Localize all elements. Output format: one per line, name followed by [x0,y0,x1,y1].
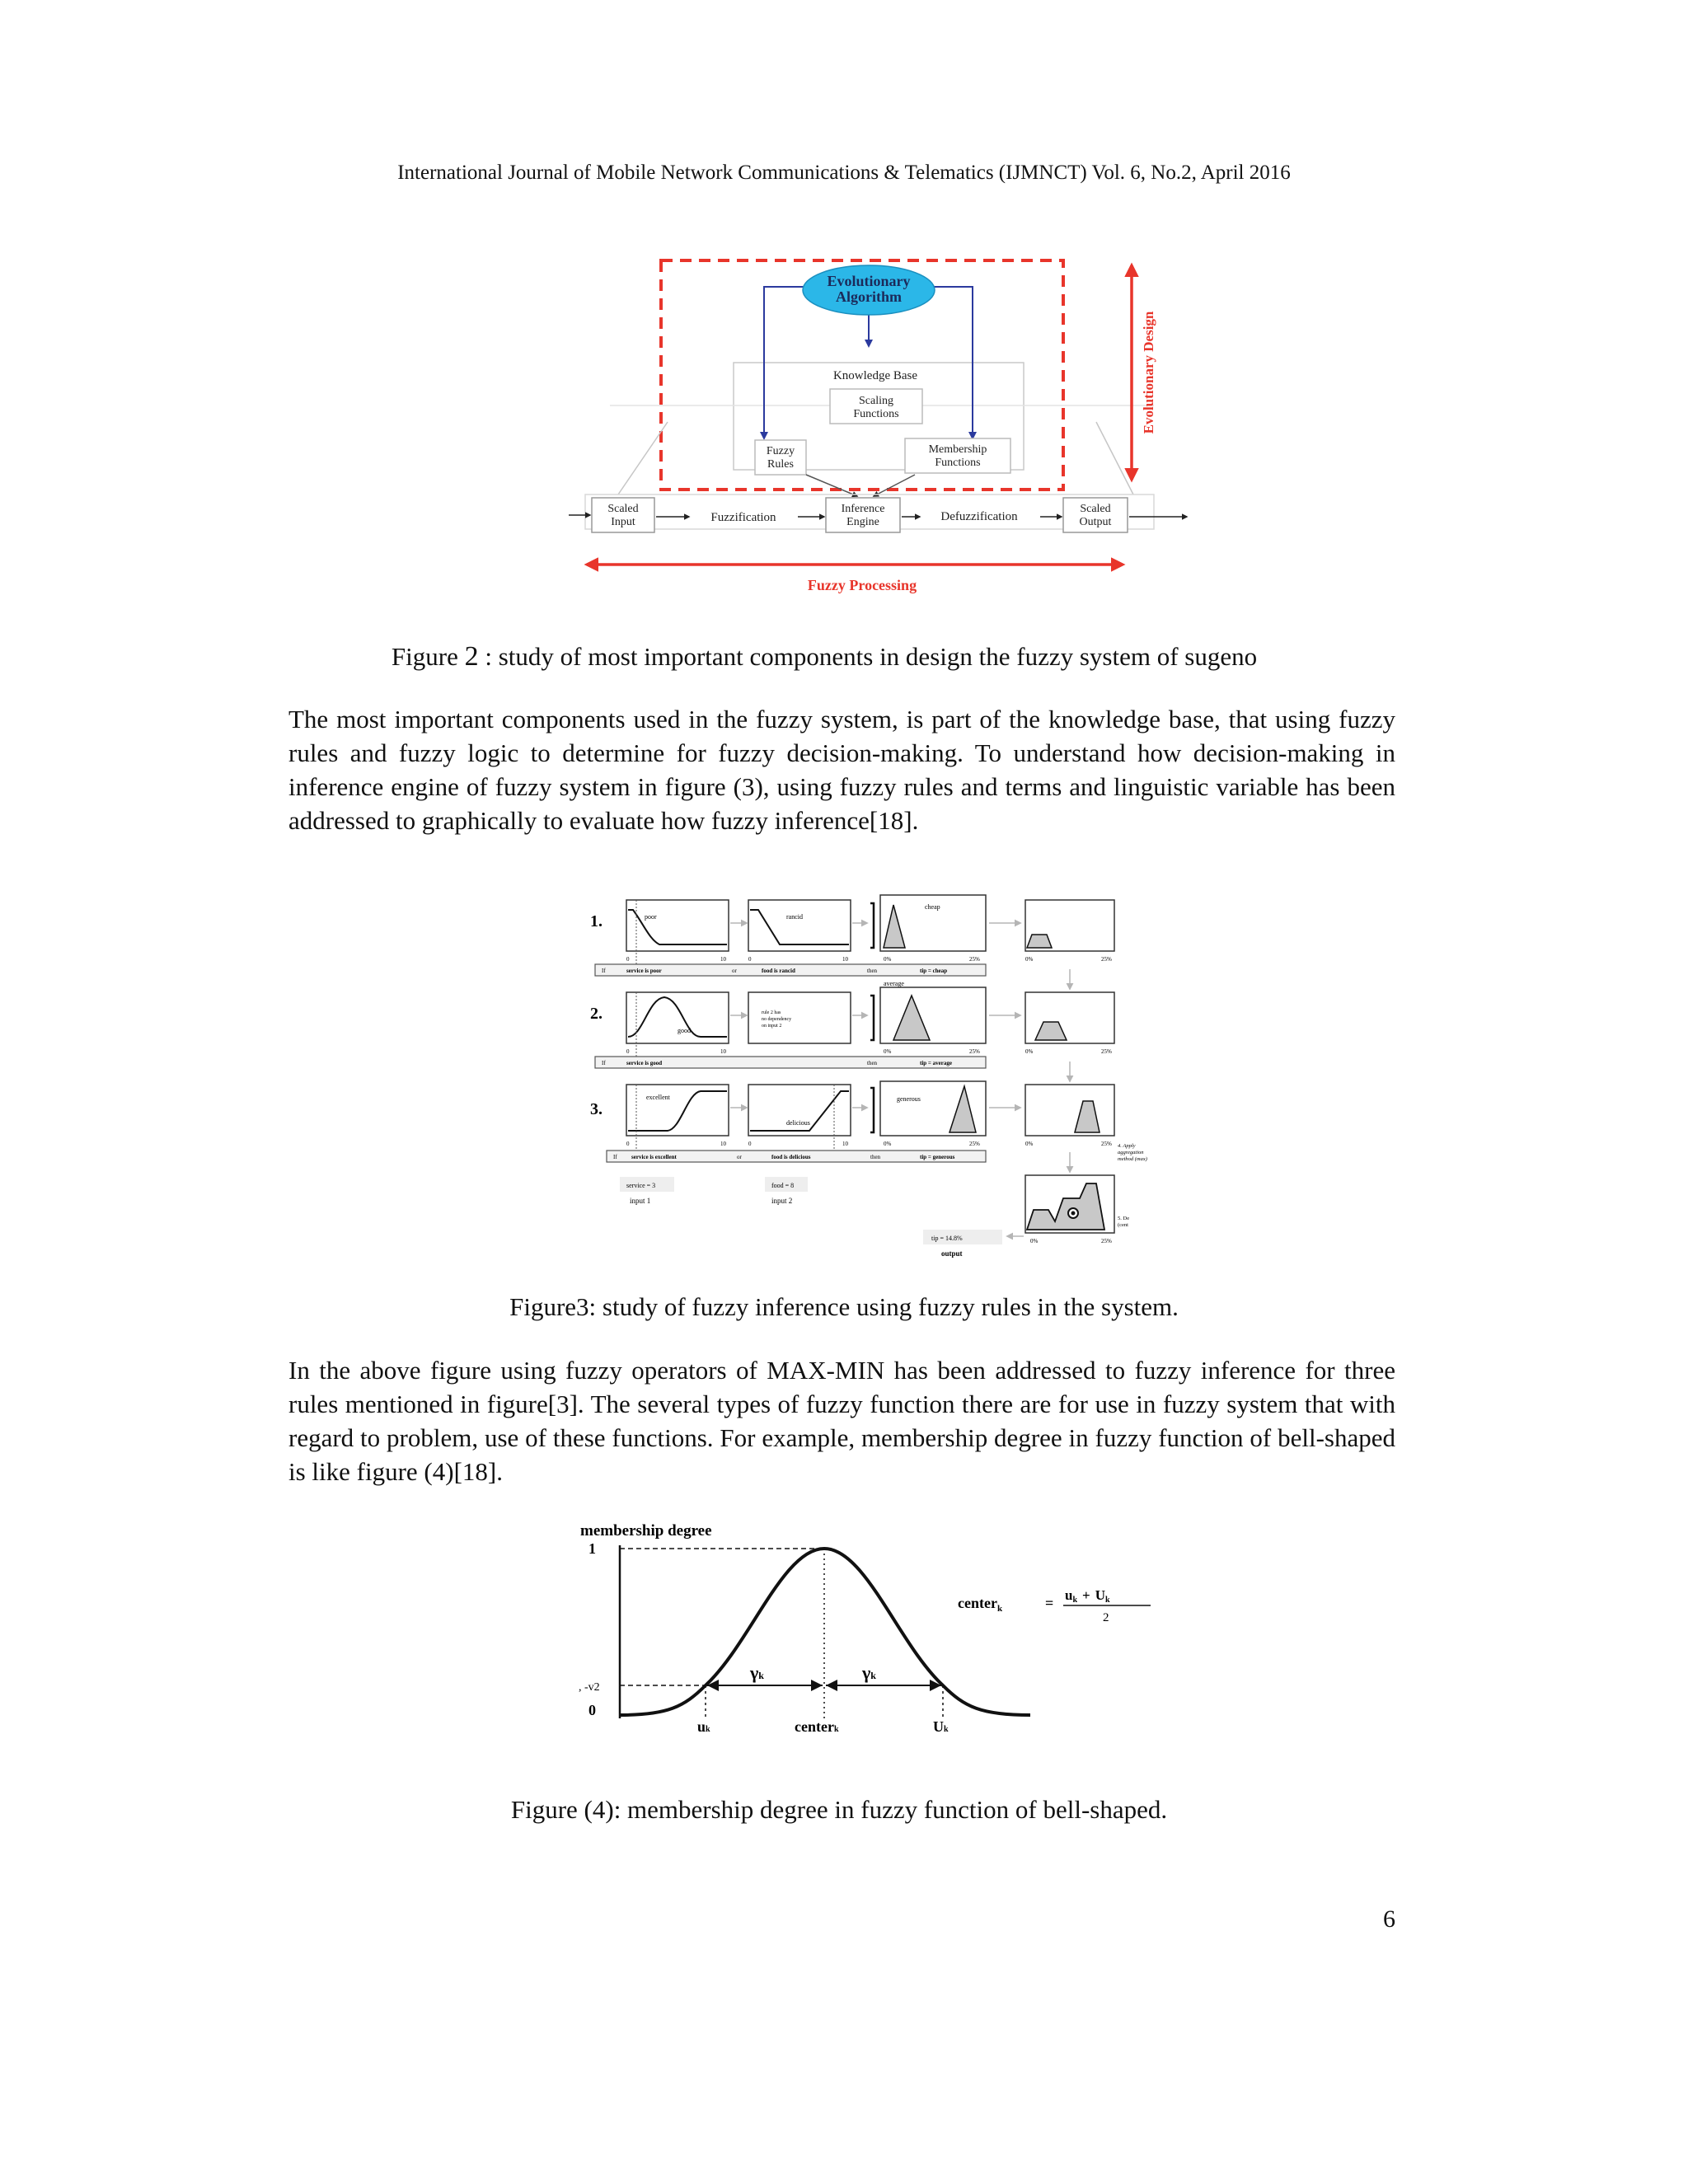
page-number: 6 [1383,1905,1395,1933]
fuzzy-rules-label-2: Rules [767,458,794,471]
defuzz-step-1: 5. De [1118,1216,1130,1221]
fuzzy-processing-label: Fuzzy Processing [807,577,917,593]
center-formula [958,1587,1151,1624]
figure-2-caption [0,641,1668,673]
agg-1 [1027,935,1052,948]
figure-3-diagram [585,890,1195,1258]
figure-4-caption: Figure (4): membership degree in fuzzy function of bell-shaped. [510,1795,1168,1824]
paragraph-1: The most important components used in the fuzzy system, is part of the knowledge base, that using fuzzy rules and fuzzy logic to determine for fuzzy decision-making. To understand how decision-making in inference engine of fuzzy system in figure (3), using fuzzy rules and terms and linguistic variable has been addressed to graphically to evaluate how fuzzy inference[18]. [288,705,1395,835]
rule-1-cond2: food is rancid [762,968,795,974]
rule-3-number: 3. [590,1100,603,1118]
apply-step-2: aggregation [1118,1150,1144,1155]
rule-3-op: or [737,1154,742,1160]
formula-eq: = [1045,1595,1054,1611]
r3-tick0-a: 0 [626,1141,630,1147]
fuzzy-rules-label-1: Fuzzy [766,445,795,457]
apply-step-1: 4. Apply [1118,1143,1136,1149]
rule-2-then: then [867,1060,878,1066]
rule-2-cond1: service is good [626,1060,663,1066]
mf-excellent-label: excellent [646,1094,670,1101]
fig4-y0: 0 [588,1702,596,1718]
food-value: food = 8 [771,1182,795,1189]
r3-tick25p-b: 25% [1101,1141,1112,1147]
rule-2-nodep-1: rule 2 has [762,1010,781,1015]
mf-rancid-label: rancid [786,913,803,921]
rule-2-conseq: tip = average [920,1060,952,1066]
figure-3-caption: Figure3: study of fuzzy inference using fuzzy rules in the system. [509,1292,1179,1321]
mf-average-label: average [884,980,904,987]
rule-1-conseq: tip = cheap [920,968,948,974]
r2-tick0p-b: 0% [1025,1048,1034,1055]
svg-text:centerk: center$_k$ [958,1595,1003,1614]
scaled-output-label-2: Output [1079,516,1112,528]
ea-label-1: Evolutionary [827,273,911,289]
defuzz-step-2: (cent [1118,1222,1128,1228]
rule-1-number: 1. [590,912,603,930]
r2-tick25p-a: 25% [969,1048,980,1055]
r1-tick10-a: 10 [720,956,726,963]
mf-delicious-label: delicious [786,1119,810,1127]
apply-step-3: method (max) [1118,1156,1147,1162]
center-label: centerk [795,1718,839,1735]
output-label: output [941,1249,963,1258]
rule-1-then: then [867,968,878,974]
fig4-ylabel: membership degree [580,1522,712,1540]
figure-2-caption-num: 2 [464,641,479,672]
rule-1-cond1: service is poor [626,968,662,974]
mf-poor-label: poor [645,913,657,921]
r1-tick0-a: 0 [626,956,630,963]
scaled-output-label-1: Scaled [1080,503,1111,515]
r2-tick10-a: 10 [720,1048,726,1055]
rule-1-op: or [732,968,737,974]
rule-2-if: If [602,1060,606,1066]
rule-3-conseq: tip = generous [920,1154,955,1160]
u-high-label: Uk [933,1718,949,1735]
figure-2-caption-pre: Figure [391,642,465,671]
scaling-functions-label-2: Functions [853,408,899,420]
inference-engine-label-1: Inference [841,503,885,515]
r1-tick25p-a: 25% [969,956,980,963]
figure-4-diagram [577,1521,1170,1735]
rule-2-nodep-3: on input 2 [762,1024,782,1029]
r1-tick10-b: 10 [842,956,848,963]
agg-tick0p: 0% [1030,1238,1039,1244]
membership-functions-label-2: Functions [935,457,981,469]
svg-text:uk+Uk: uk + Uk [1065,1587,1110,1605]
r3-tick25p-a: 25% [969,1141,980,1147]
gamma-left: γk [750,1662,764,1683]
input-1-label: input 1 [630,1197,651,1205]
scaled-input-label-2: Input [611,516,635,528]
inference-engine-label-2: Engine [846,516,879,528]
mf-generous-label: generous [897,1095,921,1103]
rule-1-if: If [602,968,606,974]
r1-tick25p-b: 25% [1101,956,1112,963]
r1-tick0p-b: 0% [1025,956,1034,963]
service-value: service = 3 [626,1182,656,1189]
evolutionary-design-label: Evolutionary Design [1141,311,1156,434]
rule-2-number: 2. [590,1005,603,1023]
input-2-label: input 2 [771,1197,793,1205]
figure-2-caption-post: : study of most important components in design the fuzzy system of sugeno [478,642,1258,671]
r3-tick10-a: 10 [720,1141,726,1147]
agg-tick25p: 25% [1101,1238,1112,1244]
rule-2-nodep-2: no dependency [762,1017,792,1022]
r1-tick0-b: 0 [748,956,752,963]
formula-den: 2 [1103,1611,1109,1624]
gamma-right: γk [862,1662,876,1683]
r2-tick0p-a: 0% [884,1048,892,1055]
fuzzification-label: Fuzzification [710,511,776,524]
u-low-label: uk [697,1718,710,1735]
mf-cheap-label: cheap [925,903,940,911]
defuzzification-label: Defuzzification [940,510,1018,523]
membership-functions-label-1: Membership [928,443,987,456]
knowledge-base-label: Knowledge Base [832,369,918,382]
rule-3-then: then [870,1154,881,1160]
r3-tick10-b: 10 [842,1141,848,1147]
mf-good-label: good [678,1027,691,1034]
r2-tick0-a: 0 [626,1048,630,1055]
paragraph-2: In the above figure using fuzzy operators of MAX-MIN has been addressed to fuzzy inference for three rules mentioned in figure[3]. The several types of fuzzy function there are for use in fuzzy system that with regard to problem, use of these functions. For example, membership degree in fuzzy function of bell-shaped is like figure (4)[18]. [288,1356,1395,1486]
running-header: International Journal of Mobile Network Communications & Telematics (IJMNCT) Vol. 6, No.2, April 2016 [397,162,1291,184]
scaling-functions-label-1: Scaling [859,395,893,407]
rule-3-if: If [613,1154,617,1160]
rule-3-cond2: food is delicious [771,1154,811,1160]
bell-curve [620,1549,1030,1715]
fig4-yhalf: , -v2 [579,1681,600,1694]
r2-tick25p-b: 25% [1101,1048,1112,1055]
fig4-y1: 1 [588,1540,596,1557]
rule-3-cond1: service is excellent [631,1154,677,1160]
scaled-input-label-1: Scaled [607,503,639,515]
ea-label-2: Algorithm [836,288,902,305]
r3-tick0p-b: 0% [1025,1141,1034,1147]
r3-tick0p-a: 0% [884,1141,892,1147]
tip-value: tip = 14.8% [931,1235,963,1242]
r3-tick0-b: 0 [748,1141,752,1147]
figure-2-diagram [569,247,1195,602]
r1-tick0p-a: 0% [884,956,892,963]
